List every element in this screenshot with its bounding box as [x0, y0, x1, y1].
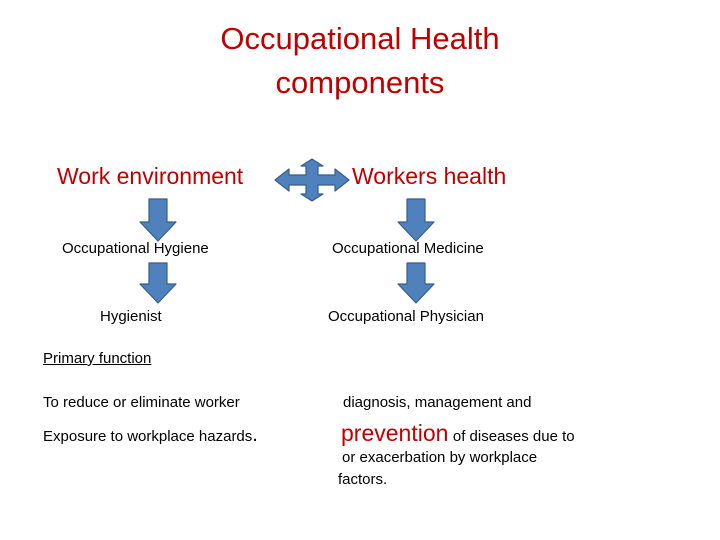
right-description-line-4: factors. — [338, 471, 388, 488]
label-primary-function: Primary function — [43, 350, 152, 367]
down-arrow-icon-left-1 — [139, 198, 177, 242]
heading-workers-health: Workers health — [352, 163, 507, 189]
heading-work-environment: Work environment — [57, 163, 244, 189]
down-arrow-icon-left-2 — [139, 262, 177, 304]
down-arrow-icon-right-2 — [397, 262, 435, 304]
left-description-text: Exposure to workplace hazards — [43, 428, 253, 445]
down-arrow-icon-right-1 — [397, 198, 435, 242]
right-description-line-3: or exacerbation by workplace — [342, 449, 538, 466]
title-line-2: components — [275, 65, 445, 100]
label-hygienist: Hygienist — [100, 308, 162, 325]
label-occupational-hygiene: Occupational Hygiene — [62, 240, 209, 257]
label-occupational-medicine: Occupational Medicine — [332, 240, 484, 257]
left-description-line-2 — [43, 424, 258, 447]
label-occupational-physician: Occupational Physician — [328, 308, 484, 325]
title-line-1: Occupational Health — [220, 21, 500, 56]
left-description-line-1: To reduce or eliminate worker — [43, 394, 240, 411]
right-description-line-2 — [341, 420, 575, 447]
right-description-line-1: diagnosis, management and — [343, 394, 532, 411]
prevention-emphasis: prevention — [341, 420, 449, 446]
four-way-arrow-icon — [272, 157, 352, 203]
left-description-period: . — [252, 424, 258, 446]
right-description-line-2-rest: of diseases due to — [452, 428, 575, 445]
